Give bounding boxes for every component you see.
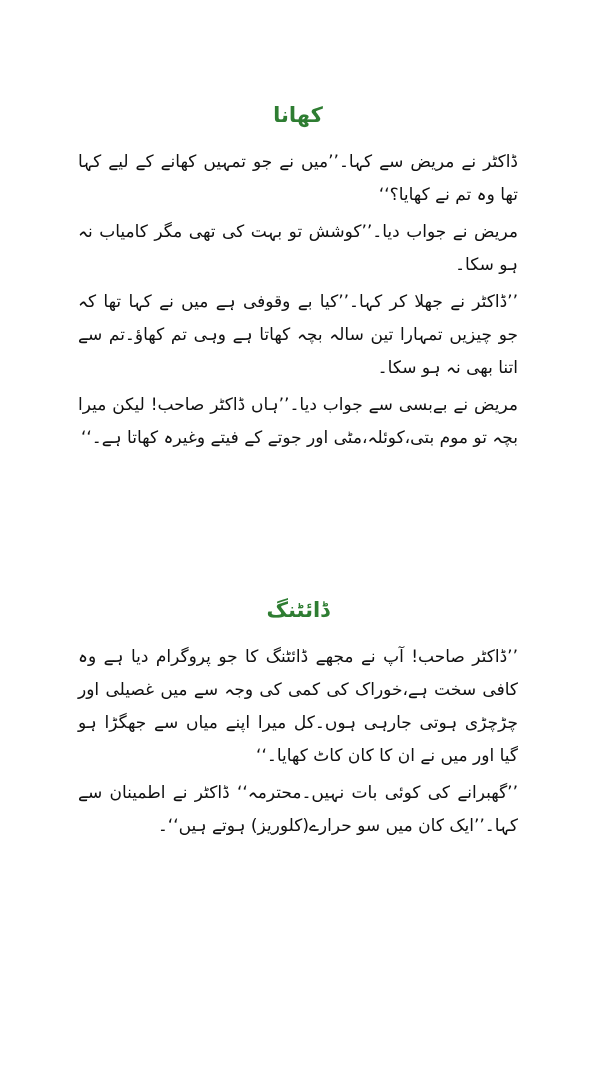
section-title: ڈائٹنگ bbox=[266, 598, 330, 622]
joke-section-dieting bbox=[78, 595, 518, 847]
paragraph: ’’ڈاکٹر صاحب! آپ نے مجھے ڈائٹنگ کا جو پروگرام دیا ہے وہ کافی سخت ہے،خوراک کی کمی کی وجہ سے میں غصیلی اور چڑچڑی ہوتی جارہی ہوں۔کل میرا اپنے میاں سے جھگڑا ہو گیا اور میں نے ان کا کان کاٹ کھایا۔‘‘ bbox=[78, 647, 518, 766]
paragraph: ڈاکٹر نے مریض سے کہا۔’’میں نے جو تمہیں کھانے کے لیے کہا تھا وہ تم نے کھایا؟‘‘ bbox=[78, 152, 518, 205]
paragraph: مریض نے جواب دیا۔’’کوشش تو بہت کی تھی مگر کامیاب نہ ہو سکا۔ bbox=[78, 222, 518, 275]
paragraph: ’’گھبرانے کی کوئی بات نہیں۔محترمہ‘‘ ڈاکٹر نے اطمینان سے کہا۔’’ایک کان میں سو حرارے(کلوریز) ہوتے ہیں‘‘۔ bbox=[78, 783, 518, 836]
joke-section-food bbox=[78, 100, 518, 459]
paragraph: مریض نے بےبسی سے جواب دیا۔’’ہاں ڈاکٹر صاحب! لیکن میرا بچہ تو موم بتی،کوئلہ،مٹی اور جوتے کے فیتے وغیرہ کھاتا ہے۔‘‘ bbox=[78, 395, 518, 448]
paragraph: ’’ڈاکٹر نے جھلا کر کہا۔’’کیا بے وقوفی ہے میں نے کہا تھا کہ جو چیزیں تمہارا تین سالہ بچہ کھاتا ہے وہی تم کھاؤ۔تم سے اتنا بھی نہ ہو سکا۔ bbox=[78, 292, 518, 378]
section-title: کھانا bbox=[273, 103, 323, 127]
